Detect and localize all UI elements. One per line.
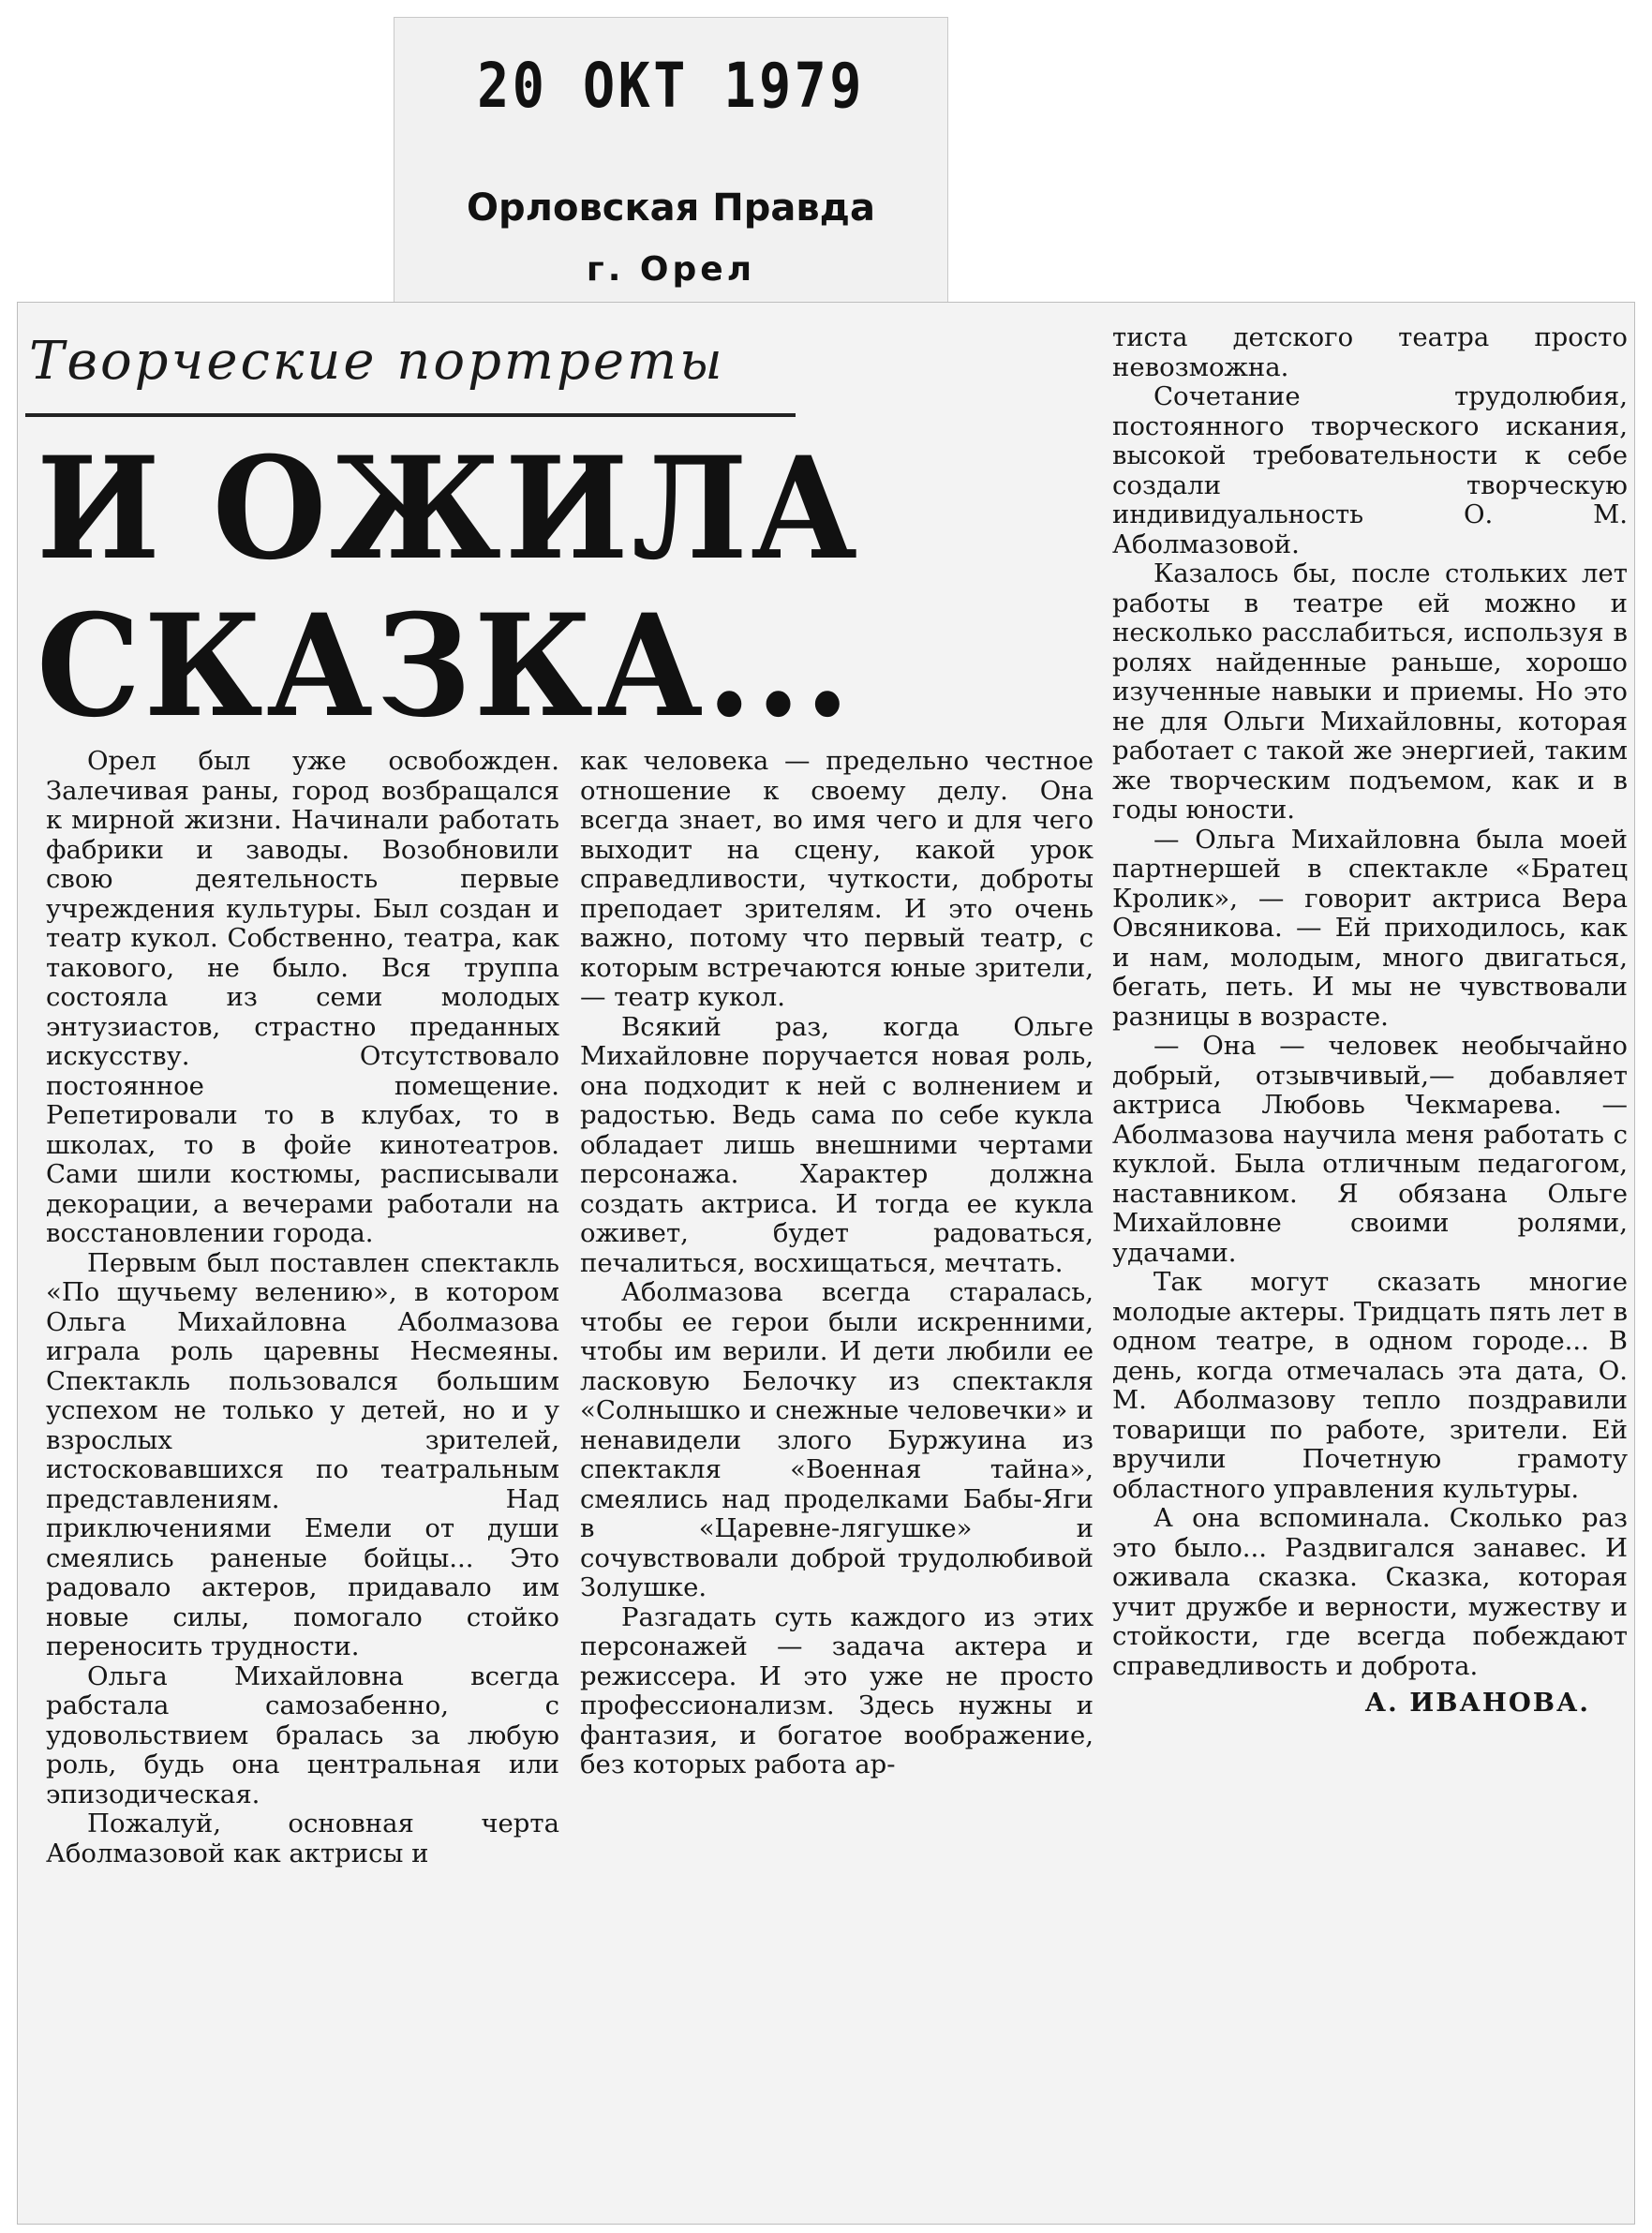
- paragraph: Первым был поставлен спектакль «По щучьему велению», в котором Ольга Михайловна Аболмазова играла роль царевны Несмеяны. Спектакль пользовался большим успехом не только у детей, но и у взрослых зрителей, истосковавшихся по театральным представлениям. Над приключениями Емели от души смеялись раненые бойцы... Это радовало актеров, придавало им новые силы, помогало стойко переносить трудности.: [46, 1247, 559, 1661]
- paragraph: Аболмазова всегда старалась, чтобы ее герои были искренними, чтобы им верили. И дети любили ее ласковую Белочку из спектакля «Солнышко и снежные человечки» и ненавидели злого Буржуина из спектакля «Военная тайна», смеялись над проделками Бабы-Яги в «Царевне-лягушке» и сочувствовали доброй трудолюбивой Золушке.: [580, 1277, 1094, 1602]
- headline-line-2: СКАЗКА...: [37, 584, 854, 749]
- paragraph: Всякий раз, когда Ольге Михайловне поручается новая роль, она подходит к ней с волнением и радостью. Ведь сама по себе кукла обладает лишь внешними чертами персонажа. Характер должна создать актриса. И тогда ее кукла оживет, будет радоваться, печалиться, восхищаться, мечтать.: [580, 1011, 1094, 1278]
- section-rubric: Творческие портреты: [29, 331, 725, 392]
- paragraph: Пожалуй, основная черта Аболмазовой как актрисы и: [46, 1809, 559, 1868]
- author-signature: А. ИВАНОВА.: [1364, 1688, 1590, 1718]
- paragraph: Разгадать суть каждого из этих персонажей — задача актера и режиссера. И это уже не просто профессионализм. Здесь нужны и фантазия, и богатое воображение, без которых работа ар-: [580, 1601, 1094, 1779]
- paragraph: Казалось бы, после стольких лет работы в театре ей можно и несколько расслабиться, используя в ролях найденные раньше, хорошо изученные навыки и приемы. Но это не для Ольги Михайловны, которая работает с такой же энергией, таким же творческим подъемом, как и в годы юности.: [1112, 558, 1628, 825]
- article-column-1: [46, 747, 559, 1868]
- headline-line-1: И ОЖИЛА: [37, 426, 861, 591]
- archive-stamp: [394, 17, 948, 305]
- article-column-2: [580, 747, 1094, 1780]
- stamp-city: г. Орел: [586, 250, 756, 289]
- article-column-3: [1112, 323, 1628, 1719]
- paragraph: Так могут сказать многие молодые актеры. Тридцать пять лет в одном театре, в одном городе... В день, когда отмечалась эта дата, О. М. Аболмазову тепло поздравили товарищи по работе, зрители. Ей вручили Почетную грамоту областного управления культуры.: [1112, 1267, 1628, 1504]
- rubric-divider: [25, 413, 796, 417]
- newspaper-clipping: [17, 302, 1635, 2225]
- paragraph: Сочетание трудолюбия, постоянного творческого искания, высокой требовательности к себе создали творческую индивидуальность О. М. Аболмазовой.: [1112, 381, 1628, 559]
- paragraph: А она вспоминала. Сколько раз это было... Раздвигался занавес. И оживала сказка. Сказка, которая учит дружбе и верности, мужеству и стойкости, где всегда побеждают справедливость и доброта.: [1112, 1503, 1628, 1681]
- paragraph: — Она — человек необычайно добрый, отзывчивый,— добавляет актриса Любовь Чекмарева. — Аболмазова научила меня работать с куклой. Была отличным педагогом, наставником. Я обязана Ольге Михайловне своими ролями, удачами.: [1112, 1031, 1628, 1268]
- paragraph: Ольга Михайловна всегда рабстала самозабенно, с удовольствием бралась за любую роль, будь она центральная или эпизодическая.: [46, 1660, 559, 1809]
- stamp-newspaper-name: Орловская Правда: [467, 186, 875, 230]
- paragraph: как человека — предельно честное отношение к своему делу. Она всегда знает, во имя чего и для чего выходит на сцену, какой урок справедливости, чуткости, доброты преподает зрителям. И это очень важно, потому что первый театр, с которым встречаются юные зрители, — театр кукол.: [580, 746, 1094, 1012]
- stamp-date: 20 ОКТ 1979: [477, 50, 865, 122]
- paragraph: — Ольга Михайловна была моей партнершей в спектакле «Братец Кролик», — говорит актриса Вера Овсяникова. — Ей приходилось, как и нам, молодым, много двигаться, бегать, петь. И мы не чувствовали разницы в возрасте.: [1112, 824, 1628, 1032]
- paragraph: тиста детского театра просто невозможна.: [1112, 322, 1628, 382]
- paragraph: Орел был уже освобожден. Залечивая раны, город возбращался к мирной жизни. Начинали работать фабрики и заводы. Возобновили свою деятельность первые учреждения культуры. Был создан и театр кукол. Собственно, театра, как такового, не было. Вся труппа состояла из семи молодых энтузиастов, страстно преданных искусству. Отсутствовало постоянное помещение. Репетировали то в клубах, то в школах, то в фойе кинотеатров. Сами шили костюмы, расписывали декорации, а вечерами работали на восстановлении города.: [46, 746, 559, 1248]
